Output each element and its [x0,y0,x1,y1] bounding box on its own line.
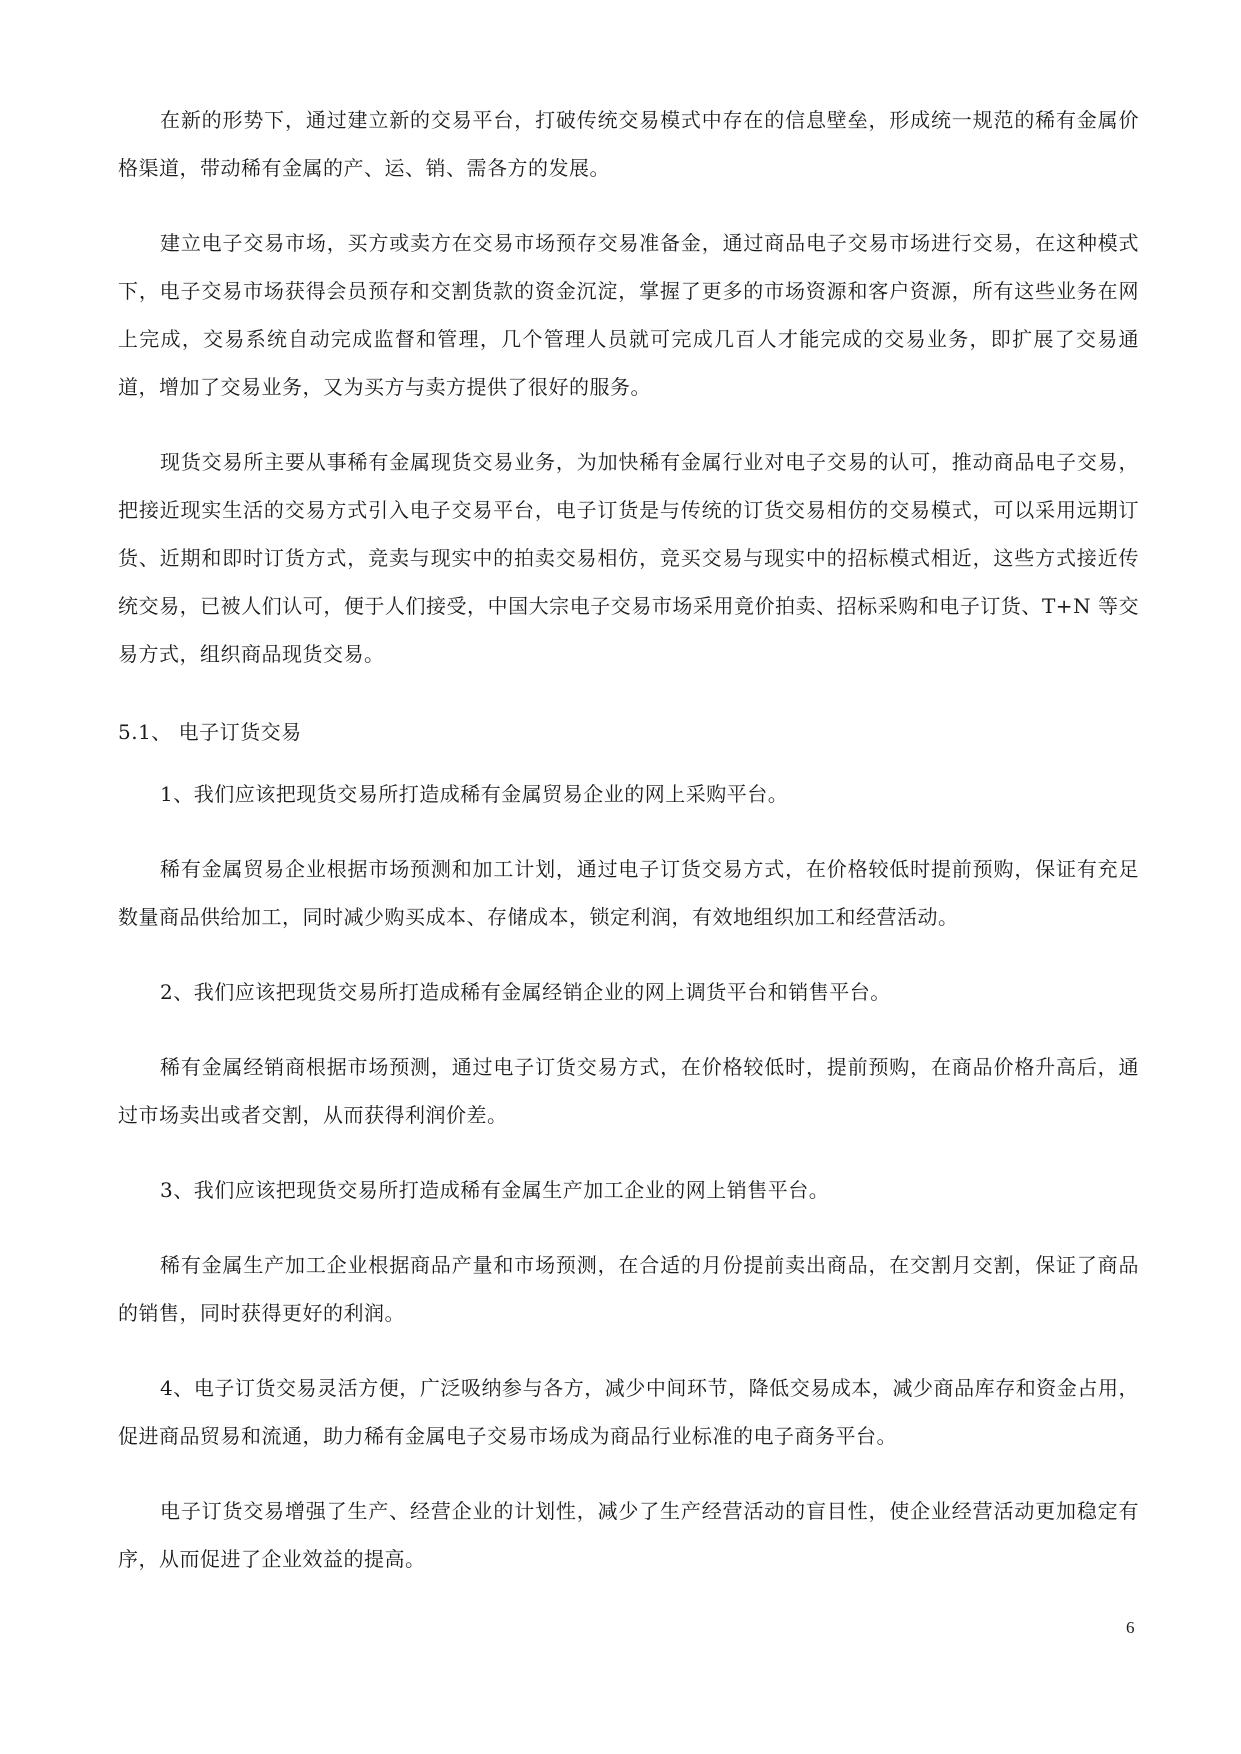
list-item-2: 2、我们应该把现货交易所打造成稀有金属经销企业的网上调货平台和销售平台。 [160,980,891,1004]
paragraph-distributor: 稀有金属经销商根据市场预测，通过电子订货交易方式，在价格较低时，提前预购，在商品价格升高后，通过市场卖出或者交割，从而获得利润价差。 [118,1055,1139,1127]
list-item-1: 1、我们应该把现货交易所打造成稀有金属贸易企业的网上采购平台。 [160,782,789,806]
page-number: 6 [1126,1618,1135,1637]
paragraph-intro: 在新的形势下，通过建立新的交易平台，打破传统交易模式中存在的信息壁垒，形成统一规范的稀有金属价格渠道，带动稀有金属的产、运、销、需各方的发展。 [118,108,1139,180]
section-heading: 5.1、 电子订货交易 [118,720,302,744]
list-item-3: 3、我们应该把现货交易所打造成稀有金属生产加工企业的网上销售平台。 [160,1178,830,1202]
page-content [118,96,1139,1583]
paragraph-conclusion: 电子订货交易增强了生产、经营企业的计划性，减少了生产经营活动的盲目性，使企业经营活动更加稳定有序，从而促进了企业效益的提高。 [118,1499,1139,1571]
paragraph-trading-enterprise: 稀有金属贸易企业根据市场预测和加工计划，通过电子订货交易方式，在价格较低时提前预购，保证有充足数量商品供给加工，同时减少购买成本、存储成本，锁定利润，有效地组织加工和经营活动。 [118,857,1139,929]
paragraph-electronic-market: 建立电子交易市场，买方或卖方在交易市场预存交易准备金，通过商品电子交易市场进行交易，在这种模式下，电子交易市场获得会员预存和交割货款的资金沉淀，掌握了更多的市场资源和客户资源，所有这些业务在网上完成，交易系统自动完成监督和管理，几个管理人员就可完成几百人才能完成的交易业务，即扩展了交易通道，增加了交易业务，又为买方与卖方提供了很好的服务。 [118,231,1139,399]
paragraph-spot-exchange: 现货交易所主要从事稀有金属现货交易业务，为加快稀有金属行业对电子交易的认可，推动商品电子交易，把接近现实生活的交易方式引入电子交易平台，电子订货是与传统的订货交易相仿的交易模式，可以采用远期订货、近期和即时订货方式，竞卖与现实中的拍卖交易相仿，竞买交易与现实中的招标模式相近，这些方式接近传统交易，已被人们认可，便于人们接受，中国大宗电子交易市场采用竟价拍卖、招标采购和电子订货、T+N 等交易方式，组织商品现货交易。 [118,450,1139,666]
paragraph-producer: 稀有金属生产加工企业根据商品产量和市场预测，在合适的月份提前卖出商品，在交割月交割，保证了商品的销售，同时获得更好的利润。 [118,1253,1139,1325]
list-item-4: 4、电子订货交易灵活方便，广泛吸纳参与各方，减少中间环节，降低交易成本，减少商品库存和资金占用，促进商品贸易和流通，助力稀有金属电子交易市场成为商品行业标准的电子商务平台。 [118,1376,1139,1448]
